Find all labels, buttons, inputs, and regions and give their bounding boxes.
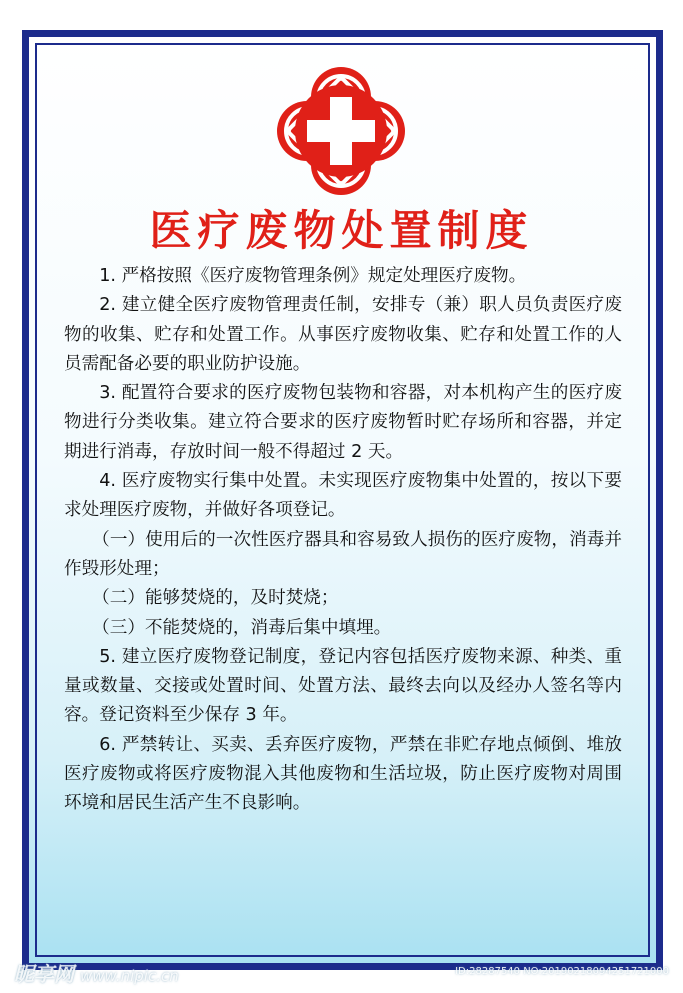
sub-item-1: （一）使用后的一次性医疗器具和容易致人损伤的医疗废物，消毒并作毁形处理； — [64, 529, 622, 579]
regulation-item-4: 4. 医疗废物实行集中处置。未实现医疗废物集中处置的，按以下要求处理医疗废物，并做好各项登记。 — [64, 471, 622, 521]
regulation-item-3: 3. 配置符合要求的医疗废物包装物和容器，对本机构产生的医疗废物进行分类收集。建立符合要求的医疗废物暂时贮存场所和容器，并定期进行消毒，存放时间一般不得超过 2 天。 — [64, 383, 622, 462]
page-title: 医疗废物处置制度 — [149, 206, 534, 255]
regulation-item-1: 1. 严格按照《医疗废物管理条例》规定处理医疗废物。 — [99, 266, 527, 286]
regulation-item-5: 5. 建立医疗废物登记制度，登记内容包括医疗废物来源、种类、重量或数量、交接或处置时间、处置方法、最终去向以及经办人签名等内容。登记资料至少保存 3 年。 — [64, 646, 622, 726]
image-id-label: ID:28287540 NO:20190218094251721000 — [455, 966, 669, 977]
watermark-brand: 昵享网 — [14, 962, 74, 986]
watermark-url: www.nipic.cn — [80, 967, 179, 985]
red-cross-medical-emblem-icon — [270, 60, 412, 202]
sub-item-2: （二）能够焚烧的，及时焚烧； — [92, 588, 339, 609]
sub-item-3: （三）不能焚烧的，消毒后集中填埋。 — [92, 617, 392, 638]
regulation-item-6: 6. 严禁转让、买卖、丢弃医疗废物，严禁在非贮存地点倾倒、堆放医疗废物或将医疗废物混入其他废物和生活垃圾，防止医疗废物对周围环境和居民生活产生不良影响。 — [64, 734, 622, 814]
regulation-list — [64, 262, 622, 819]
site-watermark — [14, 958, 179, 987]
regulation-item-2: 2. 建立健全医疗废物管理责任制，安排专（兼）职人员负责医疗废物的收集、贮存和处置工作。从事医疗废物收集、贮存和处置工作的人员需配备必要的职业防护设施。 — [64, 295, 622, 374]
